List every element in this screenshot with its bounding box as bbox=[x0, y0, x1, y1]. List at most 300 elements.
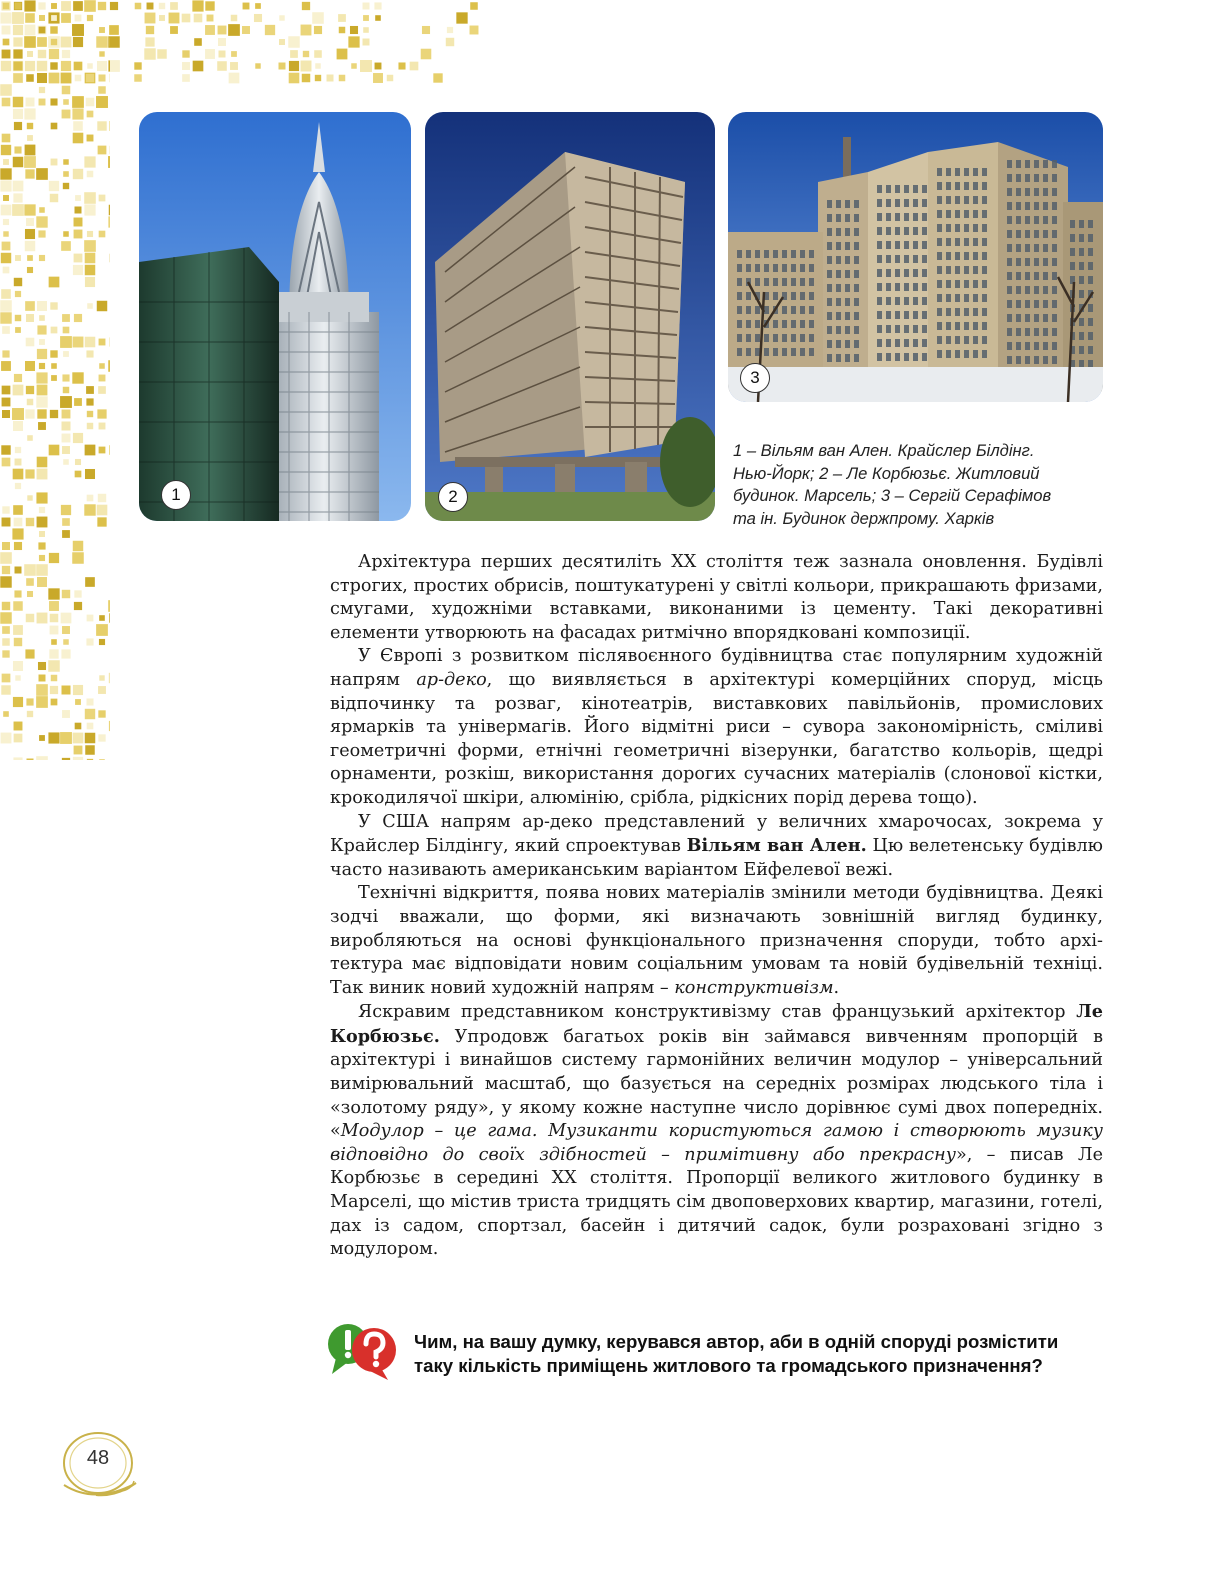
building-window bbox=[964, 252, 969, 260]
building-window bbox=[1016, 244, 1021, 252]
building-window bbox=[946, 266, 951, 274]
mosaic-tile bbox=[14, 518, 23, 527]
building-window bbox=[946, 196, 951, 204]
building-window bbox=[922, 213, 927, 221]
building-window bbox=[1034, 258, 1039, 266]
mosaic-tile bbox=[1, 733, 12, 744]
building-window bbox=[946, 168, 951, 176]
text-run: Архітектура перших десятиліть XX століття теж зазнала оновлення. Будівлі строгих, простих обрисів, поштукатурені у світлі кольори, прикрашають фризами, смугами, художніми вставками, виконаними із цементу. Такі декоративні елементи утворюють на фасадах ритмічно впорядковані композиції. bbox=[330, 552, 1103, 643]
building-window bbox=[937, 196, 942, 204]
building-window bbox=[854, 242, 859, 250]
building-window bbox=[982, 266, 987, 274]
mosaic-tile bbox=[1, 253, 11, 263]
building-window bbox=[946, 238, 951, 246]
mosaic-tile bbox=[97, 409, 106, 418]
mosaic-tile bbox=[63, 171, 69, 177]
building-window bbox=[1025, 202, 1030, 210]
building-window bbox=[955, 182, 960, 190]
building-window bbox=[827, 214, 832, 222]
mosaic-tile bbox=[50, 194, 58, 202]
mosaic-tile bbox=[13, 61, 22, 70]
mosaic-tile bbox=[50, 614, 59, 623]
mosaic-tile bbox=[75, 699, 81, 705]
building-window bbox=[973, 266, 978, 274]
building-window bbox=[913, 297, 918, 305]
building-window bbox=[836, 312, 841, 320]
building-window bbox=[746, 292, 751, 300]
mosaic-tile bbox=[63, 327, 70, 334]
mosaic-tile bbox=[87, 231, 93, 237]
building-window bbox=[982, 210, 987, 218]
mosaic-tile bbox=[363, 27, 369, 33]
building-window bbox=[800, 334, 805, 342]
mosaic-tile bbox=[13, 181, 24, 192]
building-window bbox=[1079, 290, 1084, 298]
building-window bbox=[1034, 174, 1039, 182]
building-window bbox=[895, 311, 900, 319]
mosaic-tile bbox=[26, 218, 34, 226]
building-window bbox=[1025, 314, 1030, 322]
building-window bbox=[1043, 174, 1048, 182]
building-window bbox=[1088, 332, 1093, 340]
figure-badge-1: 1 bbox=[161, 480, 191, 510]
building-window bbox=[904, 283, 909, 291]
mosaic-tile bbox=[170, 26, 178, 34]
mosaic-tile bbox=[470, 2, 478, 10]
mosaic-tile bbox=[74, 590, 81, 597]
mosaic-tile bbox=[2, 242, 11, 251]
mosaic-tile bbox=[348, 36, 359, 47]
building-window bbox=[895, 269, 900, 277]
building-window bbox=[764, 348, 769, 356]
photo-le-corbusier-housing bbox=[425, 112, 715, 521]
building-window bbox=[1016, 202, 1021, 210]
mosaic-tile bbox=[87, 111, 94, 118]
mosaic-tile bbox=[61, 1, 71, 11]
building-window bbox=[1088, 276, 1093, 284]
mosaic-tile bbox=[62, 410, 71, 419]
mosaic-tile bbox=[50, 302, 57, 309]
mosaic-tile bbox=[13, 469, 24, 480]
mosaic-tile bbox=[2, 626, 10, 634]
building-window bbox=[809, 250, 814, 258]
building-window bbox=[1034, 356, 1039, 364]
building-window bbox=[1025, 160, 1030, 168]
building-window bbox=[1079, 346, 1084, 354]
mosaic-tile bbox=[87, 15, 93, 21]
building-window bbox=[836, 228, 841, 236]
building-window bbox=[1043, 314, 1048, 322]
mosaic-tile bbox=[73, 541, 83, 551]
building-window bbox=[854, 214, 859, 222]
building-window bbox=[877, 241, 882, 249]
mosaic-tile bbox=[87, 723, 94, 730]
mosaic-tile bbox=[2, 98, 11, 107]
mosaic-tile bbox=[85, 577, 95, 587]
mosaic-tile bbox=[289, 73, 300, 84]
building-window bbox=[937, 322, 942, 330]
building-window bbox=[782, 278, 787, 286]
building-window bbox=[854, 200, 859, 208]
building-window bbox=[895, 339, 900, 347]
mosaic-tile bbox=[3, 39, 10, 46]
mosaic-tile bbox=[14, 374, 22, 382]
mosaic-tile bbox=[2, 134, 11, 143]
mosaic-tile bbox=[75, 723, 82, 730]
mosaic-tile bbox=[13, 157, 23, 167]
mosaic-tile bbox=[2, 506, 9, 513]
mosaic-tile bbox=[87, 63, 93, 69]
building-window bbox=[937, 238, 942, 246]
building-window bbox=[1043, 202, 1048, 210]
italic-run: ар-деко bbox=[416, 669, 487, 690]
mosaic-tile bbox=[62, 374, 69, 381]
mosaic-tile bbox=[37, 325, 46, 334]
building-window bbox=[791, 306, 796, 314]
mosaic-tile bbox=[13, 109, 23, 119]
building-window bbox=[1079, 318, 1084, 326]
building-window bbox=[1052, 328, 1057, 336]
building-window bbox=[913, 255, 918, 263]
building-window bbox=[937, 280, 942, 288]
mosaic-tile bbox=[2, 398, 11, 407]
mosaic-tile bbox=[73, 433, 83, 443]
mosaic-tile bbox=[255, 3, 261, 9]
mosaic-tile bbox=[61, 649, 70, 658]
mosaic-tile bbox=[26, 614, 34, 622]
mosaic-tile bbox=[218, 38, 226, 46]
building-window bbox=[1025, 230, 1030, 238]
mosaic-tile bbox=[97, 121, 106, 130]
mosaic-tile bbox=[50, 62, 57, 69]
building-window bbox=[937, 224, 942, 232]
building-window bbox=[1043, 300, 1048, 308]
building-window bbox=[937, 182, 942, 190]
mosaic-tile bbox=[72, 552, 84, 564]
mosaic-tile bbox=[38, 2, 45, 9]
building-window bbox=[737, 292, 742, 300]
building-window bbox=[1052, 174, 1057, 182]
building-window bbox=[955, 224, 960, 232]
mosaic-tile bbox=[108, 60, 110, 71]
mosaic-tile bbox=[27, 495, 32, 500]
building-window bbox=[964, 266, 969, 274]
building-window bbox=[737, 320, 742, 328]
building-window bbox=[1043, 230, 1048, 238]
building-window bbox=[854, 228, 859, 236]
building-window bbox=[737, 250, 742, 258]
building-window bbox=[1052, 230, 1057, 238]
building-window bbox=[886, 199, 891, 207]
mosaic-tile bbox=[73, 169, 83, 179]
building-window bbox=[964, 350, 969, 358]
mosaic-tile bbox=[87, 495, 94, 502]
building-window bbox=[845, 228, 850, 236]
mosaic-tile bbox=[13, 49, 22, 58]
building-window bbox=[904, 311, 909, 319]
mosaic-tile bbox=[25, 409, 34, 418]
building-window bbox=[827, 200, 832, 208]
mosaic-tile bbox=[1, 289, 11, 299]
building-window bbox=[946, 252, 951, 260]
building-window bbox=[1007, 160, 1012, 168]
building-window bbox=[913, 185, 918, 193]
building-window bbox=[973, 322, 978, 330]
mosaic-tile bbox=[75, 75, 82, 82]
mosaic-tile bbox=[218, 26, 227, 35]
mosaic-tile bbox=[24, 564, 36, 576]
mosaic-tile bbox=[2, 410, 10, 418]
decorative-mosaic-top bbox=[0, 0, 480, 84]
building-window bbox=[1052, 286, 1057, 294]
mosaic-tile bbox=[24, 204, 35, 215]
mosaic-tile bbox=[108, 216, 110, 227]
mosaic-tile bbox=[63, 231, 69, 237]
mosaic-tile bbox=[26, 14, 34, 22]
mosaic-tile bbox=[242, 26, 250, 34]
mosaic-tile bbox=[74, 314, 82, 322]
mosaic-tile bbox=[231, 15, 237, 21]
building-window bbox=[782, 334, 787, 342]
mosaic-tile bbox=[62, 530, 70, 538]
mosaic-tile bbox=[1, 1, 10, 10]
mosaic-tile bbox=[85, 277, 95, 287]
mosaic-tile bbox=[14, 2, 21, 9]
mosaic-tile bbox=[27, 399, 33, 405]
mosaic-tile bbox=[13, 421, 23, 431]
mosaic-tile bbox=[39, 315, 45, 321]
mosaic-tile bbox=[39, 735, 45, 741]
mosaic-tile bbox=[26, 698, 33, 705]
mosaic-tile bbox=[37, 517, 48, 528]
mosaic-tile bbox=[2, 14, 10, 22]
mosaic-tile bbox=[87, 411, 93, 417]
mosaic-tile bbox=[0, 180, 11, 191]
building-window bbox=[877, 269, 882, 277]
mosaic-tile bbox=[243, 3, 250, 10]
building-window bbox=[973, 182, 978, 190]
building-window bbox=[973, 210, 978, 218]
mosaic-tile bbox=[75, 459, 81, 465]
mosaic-tile bbox=[87, 303, 93, 309]
building-window bbox=[827, 270, 832, 278]
mosaic-tile bbox=[73, 265, 83, 275]
mosaic-tile bbox=[13, 73, 22, 82]
mosaic-tile bbox=[74, 218, 83, 227]
building-window bbox=[1052, 300, 1057, 308]
building-window bbox=[773, 278, 778, 286]
building-window bbox=[1034, 202, 1039, 210]
mosaic-tile bbox=[14, 734, 23, 743]
mosaic-tile bbox=[61, 241, 71, 251]
building-window bbox=[1070, 262, 1075, 270]
mosaic-tile bbox=[3, 219, 9, 225]
building-window bbox=[1025, 286, 1030, 294]
building-window bbox=[964, 224, 969, 232]
mosaic-tile bbox=[99, 339, 106, 346]
mosaic-tile bbox=[50, 626, 59, 635]
building-window bbox=[946, 224, 951, 232]
building-window bbox=[982, 238, 987, 246]
mosaic-tile bbox=[85, 469, 95, 479]
building-window bbox=[1016, 188, 1021, 196]
mosaic-tile bbox=[26, 74, 34, 82]
mosaic-tile bbox=[87, 615, 94, 622]
mosaic-tile bbox=[37, 613, 48, 624]
mosaic-tile bbox=[229, 73, 240, 84]
mosaic-tile bbox=[2, 26, 11, 35]
mosaic-tile bbox=[37, 37, 47, 47]
building-window bbox=[904, 353, 909, 361]
mosaic-tile bbox=[192, 0, 203, 11]
building-window bbox=[854, 284, 859, 292]
building-window bbox=[886, 311, 891, 319]
text-run: », – писав Ле Корбюзьє в середині XX століття. Пропорції великого житлового будинку в Марселі, що містив триста тридцять сім двоповерхових квартир, магазини, готелі, дах із садом, спортзал, басейн і дитячий садок, були розраховані згідно з модулором. bbox=[330, 1144, 1103, 1260]
mosaic-tile bbox=[25, 25, 36, 36]
building-window bbox=[946, 350, 951, 358]
mosaic-tile bbox=[86, 398, 93, 405]
mosaic-tile bbox=[27, 267, 33, 273]
mosaic-tile bbox=[159, 15, 165, 21]
mosaic-tile bbox=[108, 36, 119, 47]
mosaic-tile bbox=[36, 372, 47, 383]
building-window bbox=[854, 312, 859, 320]
mosaic-tile bbox=[109, 25, 119, 35]
mosaic-tile bbox=[374, 2, 381, 9]
mosaic-tile bbox=[99, 423, 106, 430]
building-window bbox=[1016, 328, 1021, 336]
building-window bbox=[782, 306, 787, 314]
building-window bbox=[854, 354, 859, 362]
mosaic-tile bbox=[421, 49, 432, 60]
mosaic-tile bbox=[145, 37, 154, 46]
mosaic-tile bbox=[37, 385, 48, 396]
building-window bbox=[982, 224, 987, 232]
mosaic-tile bbox=[62, 86, 71, 95]
mosaic-tile bbox=[0, 300, 12, 312]
building-window bbox=[1007, 286, 1012, 294]
building-window bbox=[1034, 328, 1039, 336]
mosaic-tile bbox=[85, 745, 94, 754]
mosaic-tile bbox=[15, 291, 21, 297]
mosaic-tile bbox=[39, 507, 45, 513]
building-window bbox=[922, 353, 927, 361]
mosaic-tile bbox=[51, 699, 58, 706]
question-text bbox=[414, 1330, 1114, 1378]
mosaic-tile bbox=[194, 38, 202, 46]
caption-line: 1 – Вільям ван Ален. Крайслер Білдінг. bbox=[733, 441, 1035, 460]
mosaic-tile bbox=[3, 267, 10, 274]
mosaic-tile bbox=[39, 363, 45, 369]
building-window bbox=[1034, 188, 1039, 196]
mosaic-tile bbox=[51, 363, 57, 369]
building-window bbox=[1007, 230, 1012, 238]
mosaic-tile bbox=[96, 36, 107, 47]
mosaic-tile bbox=[0, 168, 11, 179]
building-window bbox=[1070, 234, 1075, 242]
mosaic-tile bbox=[98, 686, 106, 694]
mosaic-tile bbox=[84, 504, 95, 515]
building-window bbox=[1088, 304, 1093, 312]
building-window bbox=[773, 334, 778, 342]
building-window bbox=[800, 320, 805, 328]
building-window bbox=[791, 278, 796, 286]
building-window bbox=[1016, 174, 1021, 182]
paragraph bbox=[330, 551, 1103, 645]
mosaic-tile bbox=[98, 734, 105, 741]
mosaic-tile bbox=[36, 396, 47, 407]
building-window bbox=[836, 270, 841, 278]
building-window bbox=[836, 200, 841, 208]
mosaic-tile bbox=[205, 49, 215, 59]
mosaic-tile bbox=[145, 13, 156, 24]
building-window bbox=[782, 320, 787, 328]
mosaic-tile bbox=[39, 99, 46, 106]
mosaic-tile bbox=[51, 159, 58, 166]
mosaic-tile bbox=[302, 74, 310, 82]
mosaic-tile bbox=[24, 36, 36, 48]
building-window bbox=[791, 348, 796, 356]
building-window bbox=[877, 353, 882, 361]
mosaic-tile bbox=[15, 675, 20, 680]
building-window bbox=[904, 241, 909, 249]
building-window bbox=[845, 242, 850, 250]
mosaic-tile bbox=[13, 61, 24, 72]
mosaic-tile bbox=[2, 350, 9, 357]
building-window bbox=[937, 308, 942, 316]
building-window bbox=[1079, 220, 1084, 228]
mosaic-tile bbox=[108, 156, 110, 168]
mosaic-tile bbox=[205, 1, 214, 10]
mosaic-tile bbox=[74, 254, 83, 263]
mosaic-tile bbox=[3, 195, 9, 201]
mosaic-tile bbox=[84, 192, 96, 204]
mosaic-tile bbox=[72, 96, 84, 108]
mosaic-tile bbox=[61, 505, 71, 515]
mosaic-tile bbox=[97, 505, 108, 516]
building-window bbox=[845, 214, 850, 222]
mosaic-tile bbox=[315, 75, 321, 81]
building-window bbox=[955, 280, 960, 288]
mosaic-tile bbox=[12, 12, 24, 24]
mosaic-tile bbox=[62, 446, 70, 454]
page-number: 48 bbox=[86, 1447, 110, 1469]
mosaic-tile bbox=[25, 229, 35, 239]
building-window bbox=[955, 322, 960, 330]
mosaic-tile bbox=[108, 600, 110, 612]
mosaic-tile bbox=[85, 337, 96, 348]
building-window bbox=[845, 284, 850, 292]
building-window bbox=[836, 242, 841, 250]
mosaic-tile bbox=[72, 108, 83, 119]
mosaic-tile bbox=[217, 61, 227, 71]
building-window bbox=[922, 283, 927, 291]
mosaic-tile bbox=[36, 684, 48, 696]
building-window bbox=[1043, 160, 1048, 168]
mosaic-tile bbox=[85, 73, 96, 84]
building-window bbox=[955, 210, 960, 218]
building-window bbox=[1079, 360, 1084, 368]
building-window bbox=[764, 278, 769, 286]
mosaic-tile bbox=[48, 588, 59, 599]
mosaic-tile bbox=[99, 375, 106, 382]
mosaic-tile bbox=[49, 73, 59, 83]
building-window bbox=[737, 306, 742, 314]
building-window bbox=[809, 278, 814, 286]
mosaic-tile bbox=[39, 207, 45, 213]
mosaic-tile bbox=[38, 26, 47, 35]
building-window bbox=[1007, 188, 1012, 196]
